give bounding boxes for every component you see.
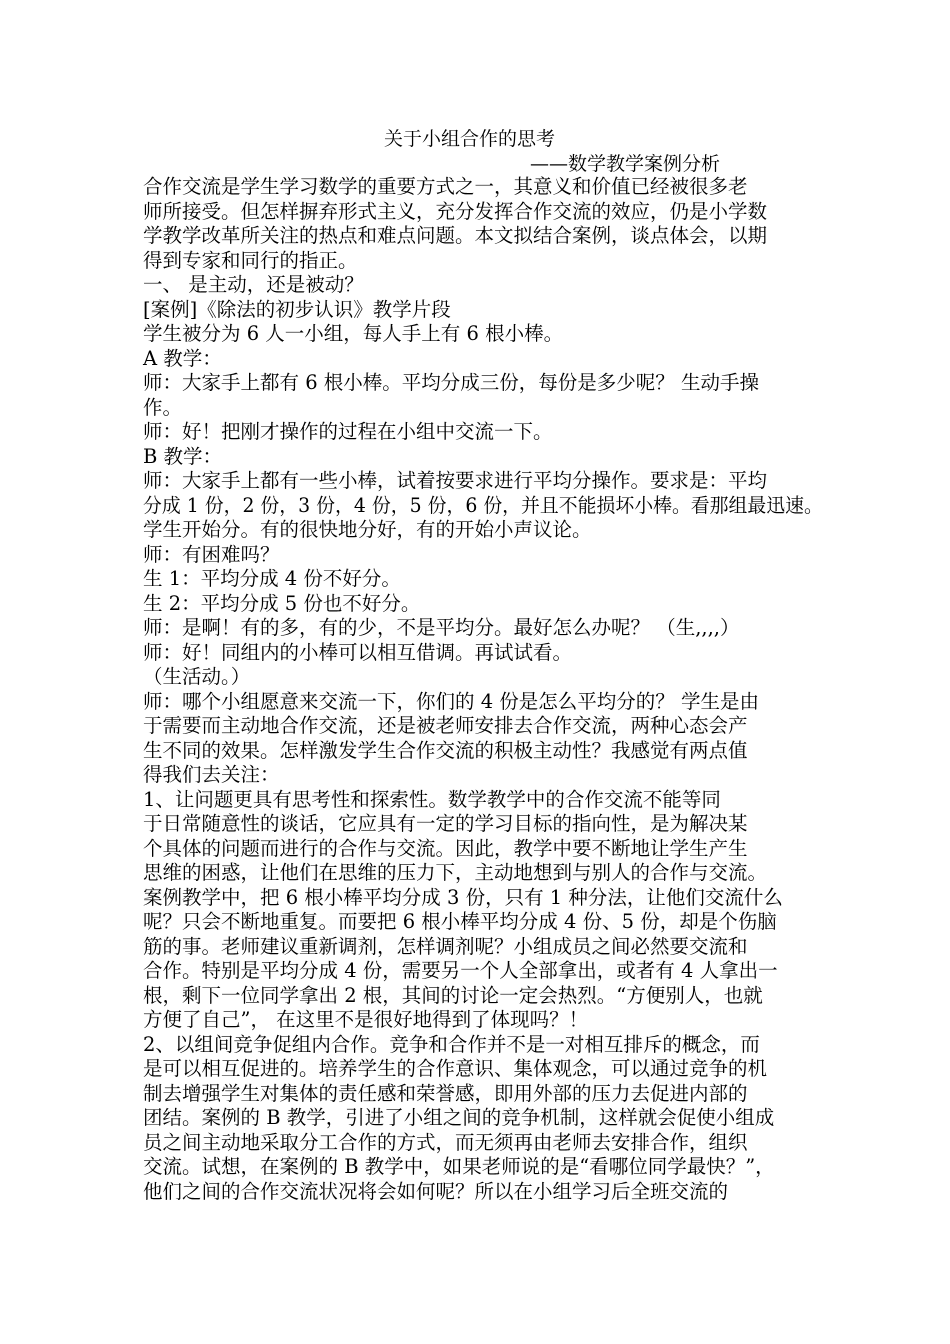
body-text-line: B 教学： [143, 444, 223, 468]
body-text-line: 是可以相互促进的。培养学生的合作意识、集体观念，可以通过竞争的机 [143, 1057, 768, 1080]
body-text-line: 员之间主动地采取分工合作的方式，而无须再由老师去安排合作，组织 [143, 1130, 748, 1154]
body-text-line: 呢？只会不断地重复。而要把 6 根小棒平均分成 4 份、5 份，却是个伤脑 [143, 910, 777, 933]
body-text-line: 筋的事。老师建议重新调剂，怎样调剂呢？小组成员之间必然要交流和 [143, 934, 748, 958]
body-text-line: 分成 1 份，2 份，3 份，4 份，5 份，6 份，并且不能损坏小棒。看那组最迅速。 [143, 493, 823, 517]
body-text-line: 思维的困惑，让他们在思维的压力下，主动地想到与别人的合作与交流。 [143, 861, 768, 884]
body-text-line: 师：哪个小组愿意来交流一下，你们的 4 份是怎么平均分的？ 学生是由 [143, 689, 760, 713]
body-text-line: 师：是啊！有的多，有的少，不是平均分。最好怎么办呢？ （生,,,,） [143, 616, 740, 639]
body-text-line: 他们之间的合作交流状况将会如何呢？所以在小组学习后全班交流的 [143, 1179, 729, 1203]
body-text-line: 一、 是主动，还是被动？ [143, 273, 364, 296]
body-text-line: 师：有困难吗？ [143, 542, 280, 566]
body-text-line: 师：好！把刚才操作的过程在小组中交流一下。 [143, 420, 553, 443]
body-text-line: 作。 [143, 395, 183, 419]
body-text-line: 生 1：平均分成 4 份不好分。 [143, 567, 401, 590]
body-text-line: （生活动。） [143, 665, 251, 688]
body-text-line: 于日常随意性的谈话，它应具有一定的学习目标的指向性，是为解决某 [143, 812, 748, 835]
body-text-line: 根，剩下一位同学拿出 2 根，其间的讨论一定会热烈。“方便别人，也就 [143, 983, 763, 1007]
body-text-line: 学教学改革所关注的热点和难点问题。本文拟结合案例，谈点体会，以期 [143, 224, 768, 247]
body-text-line: 师：好！同组内的小棒可以相互借调。再试试看。 [143, 640, 573, 664]
body-text-line: 于需要而主动地合作交流，还是被老师安排去合作交流，两种心态会产 [143, 714, 748, 737]
body-text-line: 生不同的效果。怎样激发学生合作交流的积极主动性？我感觉有两点值 [143, 738, 748, 762]
body-text-line: 团结。案例的 B 教学，引进了小组之间的竞争机制，这样就会促使小组成 [143, 1106, 775, 1129]
body-text-line: 方便了自己”， 在这里不是很好地得到了体现吗？！ [143, 1008, 589, 1031]
body-text-line: 合作交流是学生学习数学的重要方式之一，其意义和价值已经被很多老 [143, 175, 748, 198]
body-text-line: 合作。特别是平均分成 4 份，需要另一个人全部拿出，或者有 4 人拿出一 [143, 959, 778, 982]
body-text-line: 个具体的问题而进行的合作与交流。因此，教学中要不断地让学生产生 [143, 836, 748, 860]
body-text-line: A 教学： [143, 346, 222, 370]
document-subtitle: ——数学教学案例分析 [530, 153, 721, 175]
body-text-line: 学生被分为 6 人一小组，每人手上有 6 根小棒。 [143, 322, 564, 345]
body-text-line: 生 2：平均分成 5 份也不好分。 [143, 591, 421, 615]
body-text-line: 制去增强学生对集体的责任感和荣誉感，即用外部的压力去促进内部的 [143, 1081, 748, 1105]
body-text-line: 2、以组间竞争促组内合作。竞争和合作并不是一对相互排斥的概念，而 [143, 1032, 760, 1056]
document-body [143, 175, 823, 1204]
body-text-line: 得我们去关注： [143, 763, 280, 786]
body-text-line: 学生开始分。有的很快地分好，有的开始小声议论。 [143, 518, 592, 541]
body-text-line: 师：大家手上都有一些小棒，试着按要求进行平均分操作。要求是：平均 [143, 469, 768, 492]
body-text-line: 师所接受。但怎样摒弃形式主义，充分发挥合作交流的效应，仍是小学数 [143, 199, 768, 223]
body-text-line: 交流。试想，在案例的 B 教学中，如果老师说的是“看哪位同学最快？”， [143, 1155, 775, 1178]
body-text-line: 1、让问题更具有思考性和探索性。数学教学中的合作交流不能等同 [143, 787, 721, 811]
body-text-line: 案例教学中，把 6 根小棒平均分成 3 份，只有 1 种分法，让他们交流什么 [143, 885, 783, 909]
body-text-line: 得到专家和同行的指正。 [143, 248, 358, 272]
body-text-line: 师：大家手上都有 6 根小棒。平均分成三份，每份是多少呢？ 生动手操 [143, 371, 760, 394]
document-title: 关于小组合作的思考 [384, 128, 556, 150]
body-text-line: [案例]《除法的初步认识》教学片段 [143, 297, 451, 321]
